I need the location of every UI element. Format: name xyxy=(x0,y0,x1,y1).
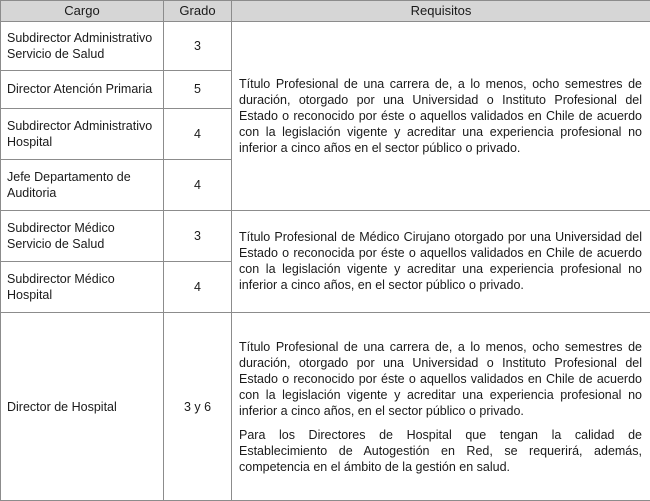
grado-cell: 3 xyxy=(164,22,232,71)
requisitos-text: Título Profesional de una carrera de, a lo menos, ocho semestres de duración, otorgado por una Universidad o Instituto Profesional del Estado o reconocido por éste o aquellos validados en Chile de acuerdo con la legislación vigente y acreditar una experiencia profesional no inferior a cinco años en el sector público o privado. xyxy=(239,76,642,155)
grado-cell: 5 xyxy=(164,71,232,109)
requisitos-group-1 xyxy=(232,22,650,211)
table-row xyxy=(1,210,650,261)
requisitos-group-2 xyxy=(232,210,650,312)
table-row xyxy=(1,313,650,501)
requisitos-text: Título Profesional de Médico Cirujano otorgado por una Universidad del Estado o reconocida por éste o aquellos validados en Chile de acuerdo con la legislación vigente y acreditar una experiencia profesional no inferior a cinco años, en el sector público o privado. xyxy=(239,230,642,293)
cargo-cell: Jefe Departamento de Auditoria xyxy=(1,159,164,210)
grado-cell: 4 xyxy=(164,108,232,159)
cargo-cell: Director Atención Primaria xyxy=(1,71,164,109)
cargo-cell: Subdirector Administrativo Servicio de Salud xyxy=(1,22,164,71)
grado-cell: 3 y 6 xyxy=(164,313,232,501)
requisitos-group-3 xyxy=(232,313,650,501)
header-cargo: Cargo xyxy=(1,1,164,22)
requisitos-note: Para los Directores de Hospital que tengan la calidad de Establecimiento de Autogestión en Red, se requerirá, además, competencia en el ámbito de la gestión en salud. xyxy=(239,427,642,474)
grado-cell: 3 xyxy=(164,210,232,261)
cargo-cell: Subdirector Médico Servicio de Salud xyxy=(1,210,164,261)
cargo-cell: Director de Hospital xyxy=(1,313,164,501)
cargo-cell: Subdirector Administrativo Hospital xyxy=(1,108,164,159)
header-requisitos: Requisitos xyxy=(232,1,650,22)
requisitos-text: Título Profesional de una carrera de, a lo menos, ocho semestres de duración, otorgado por una Universidad o Instituto Profesional del Estado o reconocido por éste o aquellos validados en Chile de acuerdo con la legislación vigente y acreditar una experiencia profesional no inferior a cinco años, en el sector público o privado. xyxy=(239,339,642,418)
cargo-cell: Subdirector Médico Hospital xyxy=(1,261,164,312)
table-row xyxy=(1,22,650,71)
grado-cell: 4 xyxy=(164,159,232,210)
header-row xyxy=(1,1,650,22)
header-grado: Grado xyxy=(164,1,232,22)
grado-cell: 4 xyxy=(164,261,232,312)
